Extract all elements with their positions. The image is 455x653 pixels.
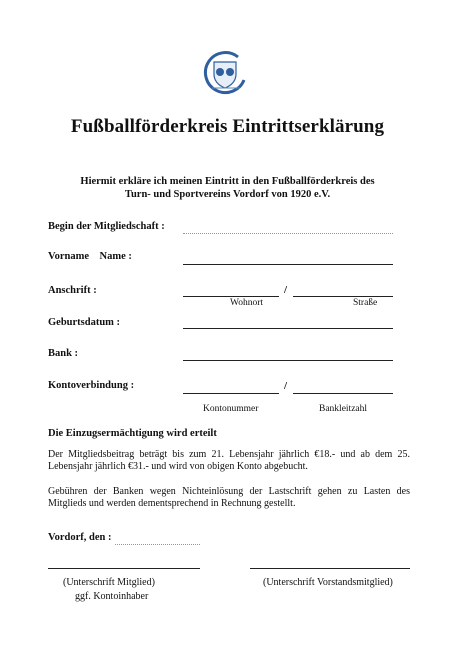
section-heading-einzug: Die Einzugsermächtigung wird erteilt xyxy=(48,428,217,439)
caption-bankleitzahl: Bankleitzahl xyxy=(319,404,368,414)
club-emblem-icon xyxy=(200,48,252,100)
caption-kontonummer: Kontonummer xyxy=(203,404,259,414)
field-geburtsdatum[interactable] xyxy=(183,328,393,329)
field-kontonummer[interactable] xyxy=(183,393,279,394)
paragraph-beitrag: Der Mitgliedsbeitrag beträgt bis zum 21. Lebensjahr jährlich €18.- und ab dem 25. Lebensjahr jährlich €31.- und wird von obigen Konto abgebucht. xyxy=(48,449,410,472)
caption-unterschrift-mitglied: (Unterschrift Mitglied) xyxy=(63,577,155,588)
signature-line-member[interactable] xyxy=(48,568,200,569)
intro-text: Hiermit erkläre ich meinen Eintritt in den Fußballförderkreis des Turn- und Sportvereins Vordorf von 1920 e.V. xyxy=(80,176,375,200)
label-ort-datum: Vordorf, den : xyxy=(48,532,112,543)
field-bankleitzahl[interactable] xyxy=(293,393,393,394)
field-bank[interactable] xyxy=(183,360,393,361)
caption-wohnort: Wohnort xyxy=(230,298,264,308)
field-beginn[interactable] xyxy=(183,233,393,234)
caption-strasse: Straße xyxy=(353,298,378,308)
label-vorname-name: Vorname Name : xyxy=(48,251,132,262)
label-bank: Bank : xyxy=(48,348,79,359)
signature-line-board[interactable] xyxy=(250,568,410,569)
caption-kontoinhaber: ggf. Kontoinhaber xyxy=(75,591,149,602)
label-anschrift: Anschrift : xyxy=(48,285,97,296)
label-geburtsdatum: Geburtsdatum : xyxy=(48,317,121,328)
paragraph-gebuehren: Gebühren der Banken wegen Nichteinlösung der Lastschrift gehen zu Lasten des Mitglieds und werden dementsprechend in Rechnung gestellt. xyxy=(48,486,410,509)
caption-unterschrift-vorstand: (Unterschrift Vorstandsmitglied) xyxy=(263,577,393,588)
page-title: Fußballförderkreis Eintrittserklärung xyxy=(70,116,385,137)
label-beginn: Begin der Mitgliedschaft : xyxy=(48,221,165,232)
field-strasse[interactable] xyxy=(293,296,393,297)
separator-slash: / xyxy=(284,284,288,296)
field-vorname-name[interactable] xyxy=(183,264,393,265)
label-kontoverbindung: Kontoverbindung : xyxy=(48,380,135,391)
field-datum[interactable] xyxy=(115,544,200,545)
field-wohnort[interactable] xyxy=(183,296,279,297)
separator-slash: / xyxy=(284,380,288,392)
